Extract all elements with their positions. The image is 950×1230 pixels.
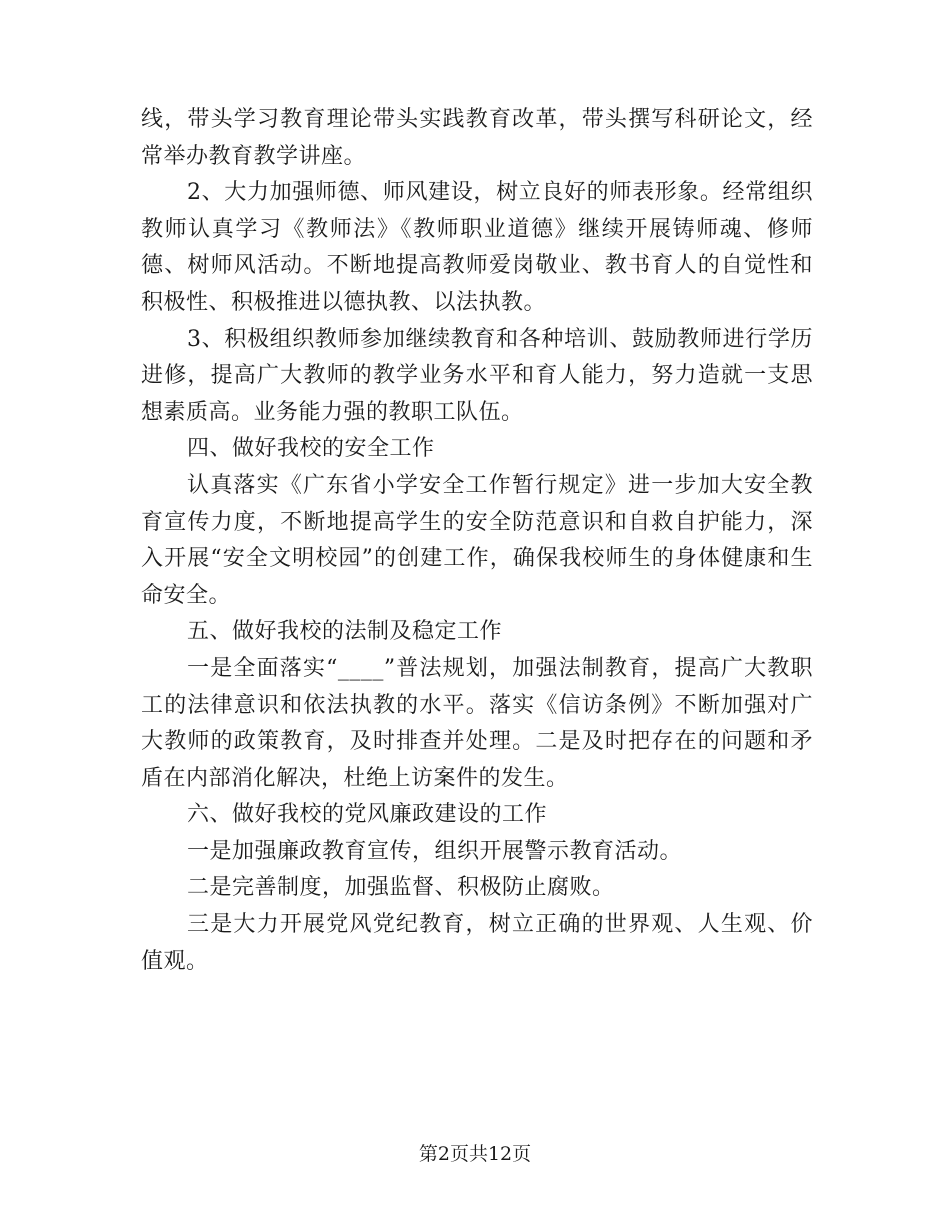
paragraph-2: 2、大力加强师德、师风建设，树立良好的师表形象。经常组织教师认真学习《教师法》《教师职业道德》继续开展铸师魂、修师德、树师风活动。不断地提高教师爱岗敬业、教书育人的自觉性和积极性、积极推进以德执教、以法执教。 <box>141 180 813 315</box>
paragraph-11: 三是大力开展党风党纪教育，树立正确的世界观、人生观、价值观。 <box>141 912 813 974</box>
document-body <box>141 102 813 980</box>
paragraph-9: 一是加强廉政教育宣传，组织开展警示教育活动。 <box>187 838 683 864</box>
section-heading-integrity: 六、做好我校的党风廉政建设的工作 <box>187 802 548 828</box>
section-heading-safety: 四、做好我校的安全工作 <box>187 436 435 462</box>
paragraph-7: 一是全面落实“____”普法规划，加强法制教育，提高广大教职工的法律意识和依法执教的水平。落实《信访条例》不断加强对广大教师的政策教育，及时排查并处理。二是及时把存在的问题和矛盾在内部消化解决，杜绝上访案件的发生。 <box>141 655 813 791</box>
paragraph-5: 认真落实《广东省小学安全工作暂行规定》进一步加大安全教育宣传力度，不断地提高学生的安全防范意识和自救自护能力，深入开展“安全文明校园”的创建工作，确保我校师生的身体健康和生命安全。 <box>141 472 813 608</box>
page-number-footer: 第2页共12页 <box>418 1143 532 1165</box>
paragraph-1: 线，带头学习教育理论带头实践教育改革，带头撰写科研论文，经常举办教育教学讲座。 <box>141 107 813 169</box>
paragraph-10: 二是完善制度，加强监督、积极防止腐败。 <box>187 875 615 901</box>
section-heading-legal: 五、做好我校的法制及稳定工作 <box>187 619 503 645</box>
paragraph-3: 3、积极组织教师参加继续教育和各种培训、鼓励教师进行学历进修，提高广大教师的教学业务水平和育人能力，努力造就一支思想素质高。业务能力强的教职工队伍。 <box>141 326 813 425</box>
